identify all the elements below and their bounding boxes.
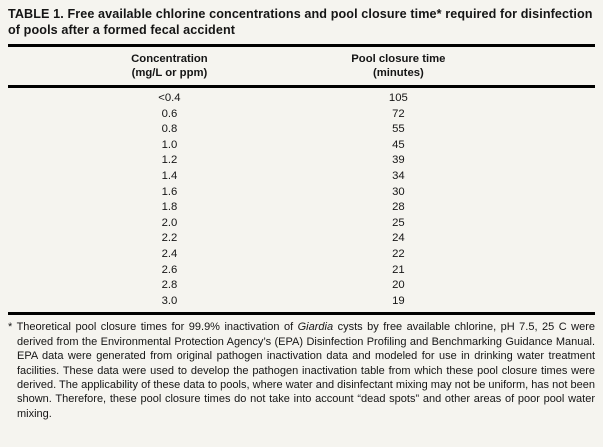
spacer-cell	[466, 185, 595, 201]
table-row	[8, 185, 595, 201]
closure-time-cell: 34	[392, 169, 405, 182]
concentration-cell: 1.6	[161, 185, 178, 198]
column-header-closure-time	[331, 47, 466, 87]
table-row	[8, 107, 595, 123]
column-header-closure-time-line1: Pool closure time	[351, 53, 446, 65]
column-header-concentration	[8, 47, 331, 87]
concentration-cell: 0.6	[161, 107, 178, 120]
table-row	[8, 153, 595, 169]
concentration-cell: 1.8	[161, 201, 178, 214]
table-title: TABLE 1. Free available chlorine concentrations and pool closure time* required for disinfection of pools after a formed fecal accident	[8, 7, 593, 37]
table-header	[8, 47, 595, 87]
footnote-text: cysts by free available chlorine, pH 7.5, 25 C were derived from the Environmental Protection Agency’s (EPA) Disinfection Profiling and Benchmarking Guidance Manual. EPA data were generated from original pathogen inactivation data and modeled for use in drinking water treatment facilities. These data were used to develop the pathogen inactivation table from which these pool closure times were derived. The applicability of these data to pools, where water and disinfectant mixing may not be uniform, has not been shown. Therefore, these pool closure times do not take into account “dead spots” and other areas of poor pool water mixing.	[17, 321, 595, 420]
spacer-cell	[466, 200, 595, 216]
spacer-cell	[466, 122, 595, 138]
table-row	[8, 169, 595, 185]
column-header-concentration-line1: Concentration	[131, 53, 208, 65]
table-row	[8, 231, 595, 247]
table-row	[8, 294, 595, 313]
table-body	[8, 87, 595, 313]
closure-time-cell: 19	[392, 294, 405, 307]
header-row	[8, 47, 595, 87]
closure-time-cell: 30	[392, 185, 405, 198]
data-table	[8, 47, 595, 312]
closure-time-cell: 55	[392, 123, 405, 136]
column-header-closure-time-line2: (minutes)	[372, 66, 424, 79]
table-row	[8, 247, 595, 263]
closure-time-cell: 45	[392, 138, 405, 151]
spacer-cell	[466, 169, 595, 185]
table-row	[8, 263, 595, 279]
table-row	[8, 122, 595, 138]
footnote-text: * Theoretical pool closure times for 99.9% inactivation of	[8, 321, 298, 334]
closure-time-cell: 72	[392, 107, 405, 120]
concentration-cell: 3.0	[161, 294, 178, 307]
closure-time-cell: 24	[392, 232, 405, 245]
spacer-cell	[466, 107, 595, 123]
closure-time-cell: 21	[392, 263, 405, 276]
concentration-cell: 2.8	[161, 279, 178, 292]
spacer-cell	[466, 153, 595, 169]
closure-time-cell: 22	[392, 247, 405, 260]
concentration-cell: <0.4	[158, 92, 181, 104]
spacer-cell	[466, 87, 595, 107]
concentration-cell: 2.4	[161, 247, 178, 260]
concentration-cell: 2.2	[161, 232, 178, 245]
table-row	[8, 138, 595, 154]
spacer-cell	[466, 294, 595, 313]
column-header-spacer	[466, 47, 595, 87]
spacer-cell	[466, 216, 595, 232]
closure-time-cell: 25	[392, 216, 405, 229]
spacer-cell	[466, 263, 595, 279]
closure-time-cell: 39	[392, 154, 405, 167]
concentration-cell: 1.2	[161, 154, 178, 167]
closure-time-cell: 20	[392, 279, 405, 292]
concentration-cell: 1.0	[161, 138, 178, 151]
spacer-cell	[466, 231, 595, 247]
concentration-cell: 1.4	[161, 169, 178, 182]
spacer-cell	[466, 247, 595, 263]
concentration-cell: 2.6	[161, 263, 178, 276]
concentration-cell: 2.0	[161, 216, 178, 229]
table-row	[8, 200, 595, 216]
footnote-italic-term: Giardia	[297, 321, 334, 334]
table-row	[8, 87, 595, 107]
table-footnote	[8, 315, 595, 421]
concentration-cell: 0.8	[161, 123, 178, 136]
spacer-cell	[466, 278, 595, 294]
closure-time-cell: 28	[392, 201, 405, 214]
closure-time-cell: 105	[388, 92, 408, 104]
table-row	[8, 278, 595, 294]
column-header-concentration-line2: (mg/L or ppm)	[131, 66, 208, 79]
table-row	[8, 216, 595, 232]
spacer-cell	[466, 138, 595, 154]
